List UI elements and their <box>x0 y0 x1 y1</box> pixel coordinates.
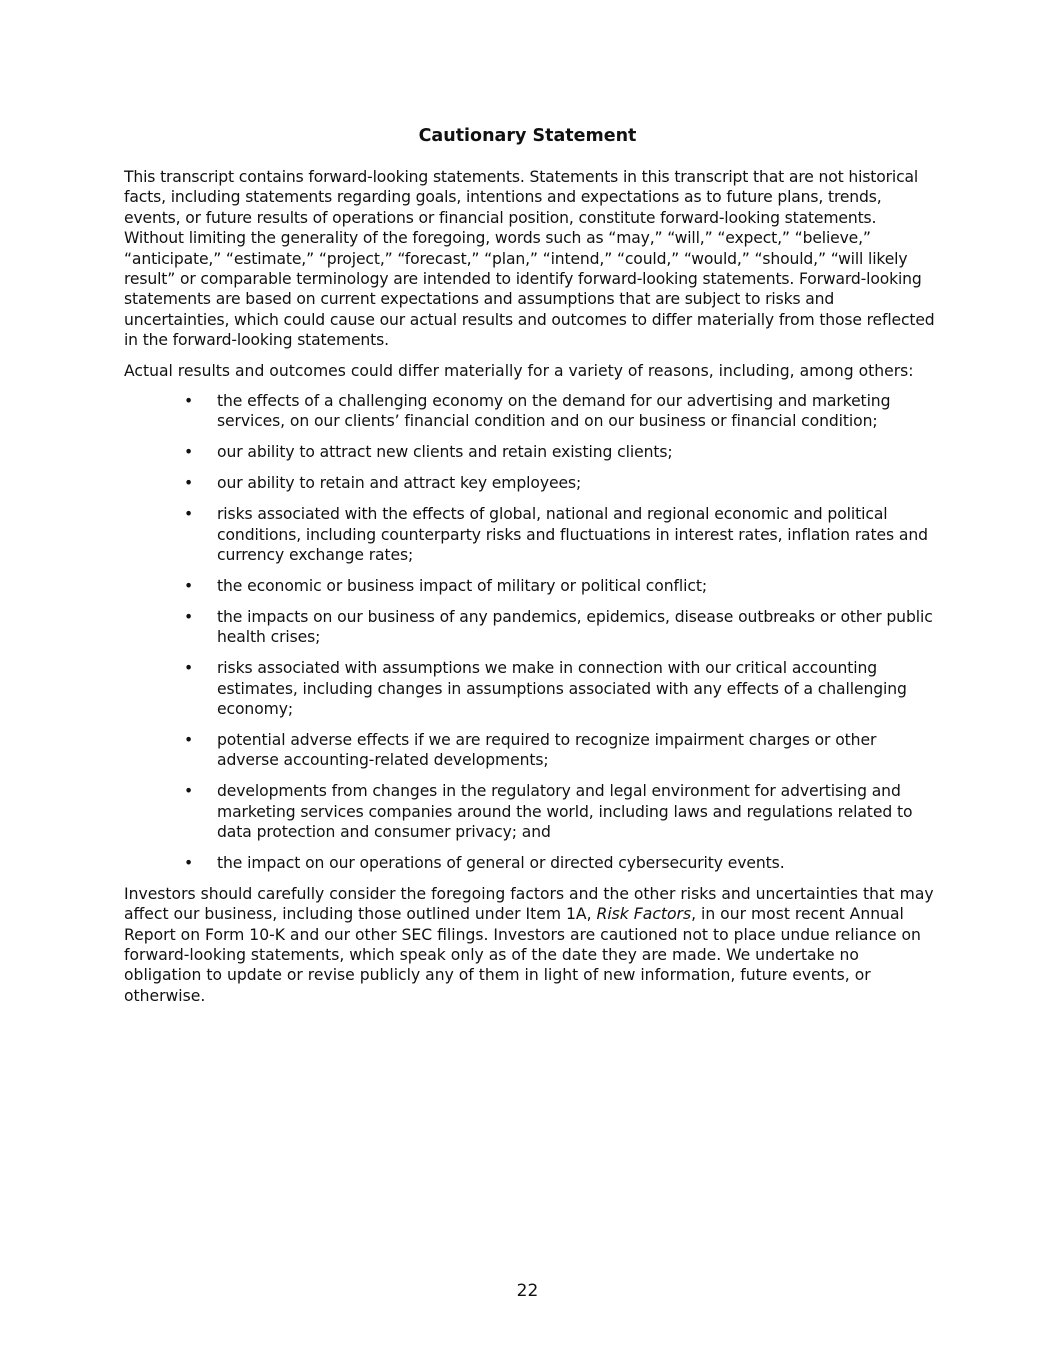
list-item-text: the economic or business impact of military or political conflict; <box>217 576 707 595</box>
closing-text-start: Investors should carefully consider the foregoing factors and the other risks and uncertainties that may affect our business, including those outlined under Item 1A, <box>124 884 934 924</box>
intro-paragraph: This transcript contains forward-looking statements. Statements in this transcript that are not historical facts, including statements regarding goals, intentions and expectations as to future plans, trends, events, or future results of operations or financial position, constitute forward-looking statements. Without limiting the generality of the foregoing, words such as “may,” “will,” “expect,” “believe,” “anticipate,” “estimate,” “project,” “forecast,” “plan,” “intend,” “could,” “would,” “should,” “will likely result” or comparable terminology are intended to identify forward-looking statements. Forward-looking statements are based on current expectations and assumptions that are subject to risks and uncertainties, which could cause our actual results and outcomes to differ materially from those reflected in the forward-looking statements. <box>124 168 935 350</box>
bullet-icon: • <box>184 730 194 749</box>
list-item <box>124 504 936 565</box>
list-item <box>124 442 936 462</box>
list-item-text: the effects of a challenging economy on the demand for our advertising and marketing services, on our clients’ financial condition and on our business or financial condition; <box>217 392 891 431</box>
list-item-text: developments from changes in the regulatory and legal environment for advertising and marketing services companies around the world, including laws and regulations related to data protection and consumer privacy; and <box>217 782 913 841</box>
list-item-text: the impact on our operations of general or directed cybersecurity events. <box>217 853 785 872</box>
list-item-text: risks associated with assumptions we make in connection with our critical accounting estimates, including changes in assumptions associated with any effects of a challenging economy; <box>217 659 907 718</box>
risk-factors-reference: Risk Factors <box>596 905 692 924</box>
list-item <box>124 391 936 432</box>
list-item <box>124 853 936 873</box>
bullet-icon: • <box>184 659 194 678</box>
bullet-icon: • <box>184 392 194 411</box>
list-item <box>124 730 936 771</box>
bullet-icon: • <box>184 505 194 524</box>
bullet-icon: • <box>184 576 194 595</box>
bullet-icon: • <box>184 474 194 493</box>
list-item-text: risks associated with the effects of global, national and regional economic and political conditions, including counterparty risks and fluctuations in interest rates, inflation rates and currency exchange rates; <box>217 505 928 564</box>
list-item-text: our ability to attract new clients and retain existing clients; <box>217 443 673 462</box>
list-item-text: potential adverse effects if we are required to recognize impairment charges or other adverse accounting-related developments; <box>217 730 877 770</box>
document-body <box>124 167 936 1016</box>
closing-text-end: , in our most recent Annual Report on Form 10-K and our other SEC filings. Investors are cautioned not to place undue reliance on forward-looking statements, which speak only as of the date they are made. We undertake no obligation to update or revise publicly any of them in light of new information, future events, or otherwise. <box>124 905 921 1005</box>
lead-paragraph: Actual results and outcomes could differ materially for a variety of reasons, including, among others: <box>124 361 914 380</box>
list-item <box>124 576 936 596</box>
risk-factor-list <box>124 391 936 873</box>
closing-paragraph <box>124 884 936 1006</box>
page-number: 22 <box>516 1281 539 1301</box>
list-item <box>124 473 936 493</box>
list-item <box>124 658 936 719</box>
list-item <box>124 607 936 648</box>
bullet-icon: • <box>184 443 194 462</box>
bullet-icon: • <box>184 607 194 626</box>
list-item-text: our ability to retain and attract key employees; <box>217 474 582 493</box>
bullet-icon: • <box>184 853 194 872</box>
bullet-icon: • <box>184 782 194 801</box>
page-title: Cautionary Statement <box>418 126 637 146</box>
list-item-text: the impacts on our business of any pandemics, epidemics, disease outbreaks or other public health crises; <box>217 607 933 647</box>
list-item <box>124 781 936 842</box>
